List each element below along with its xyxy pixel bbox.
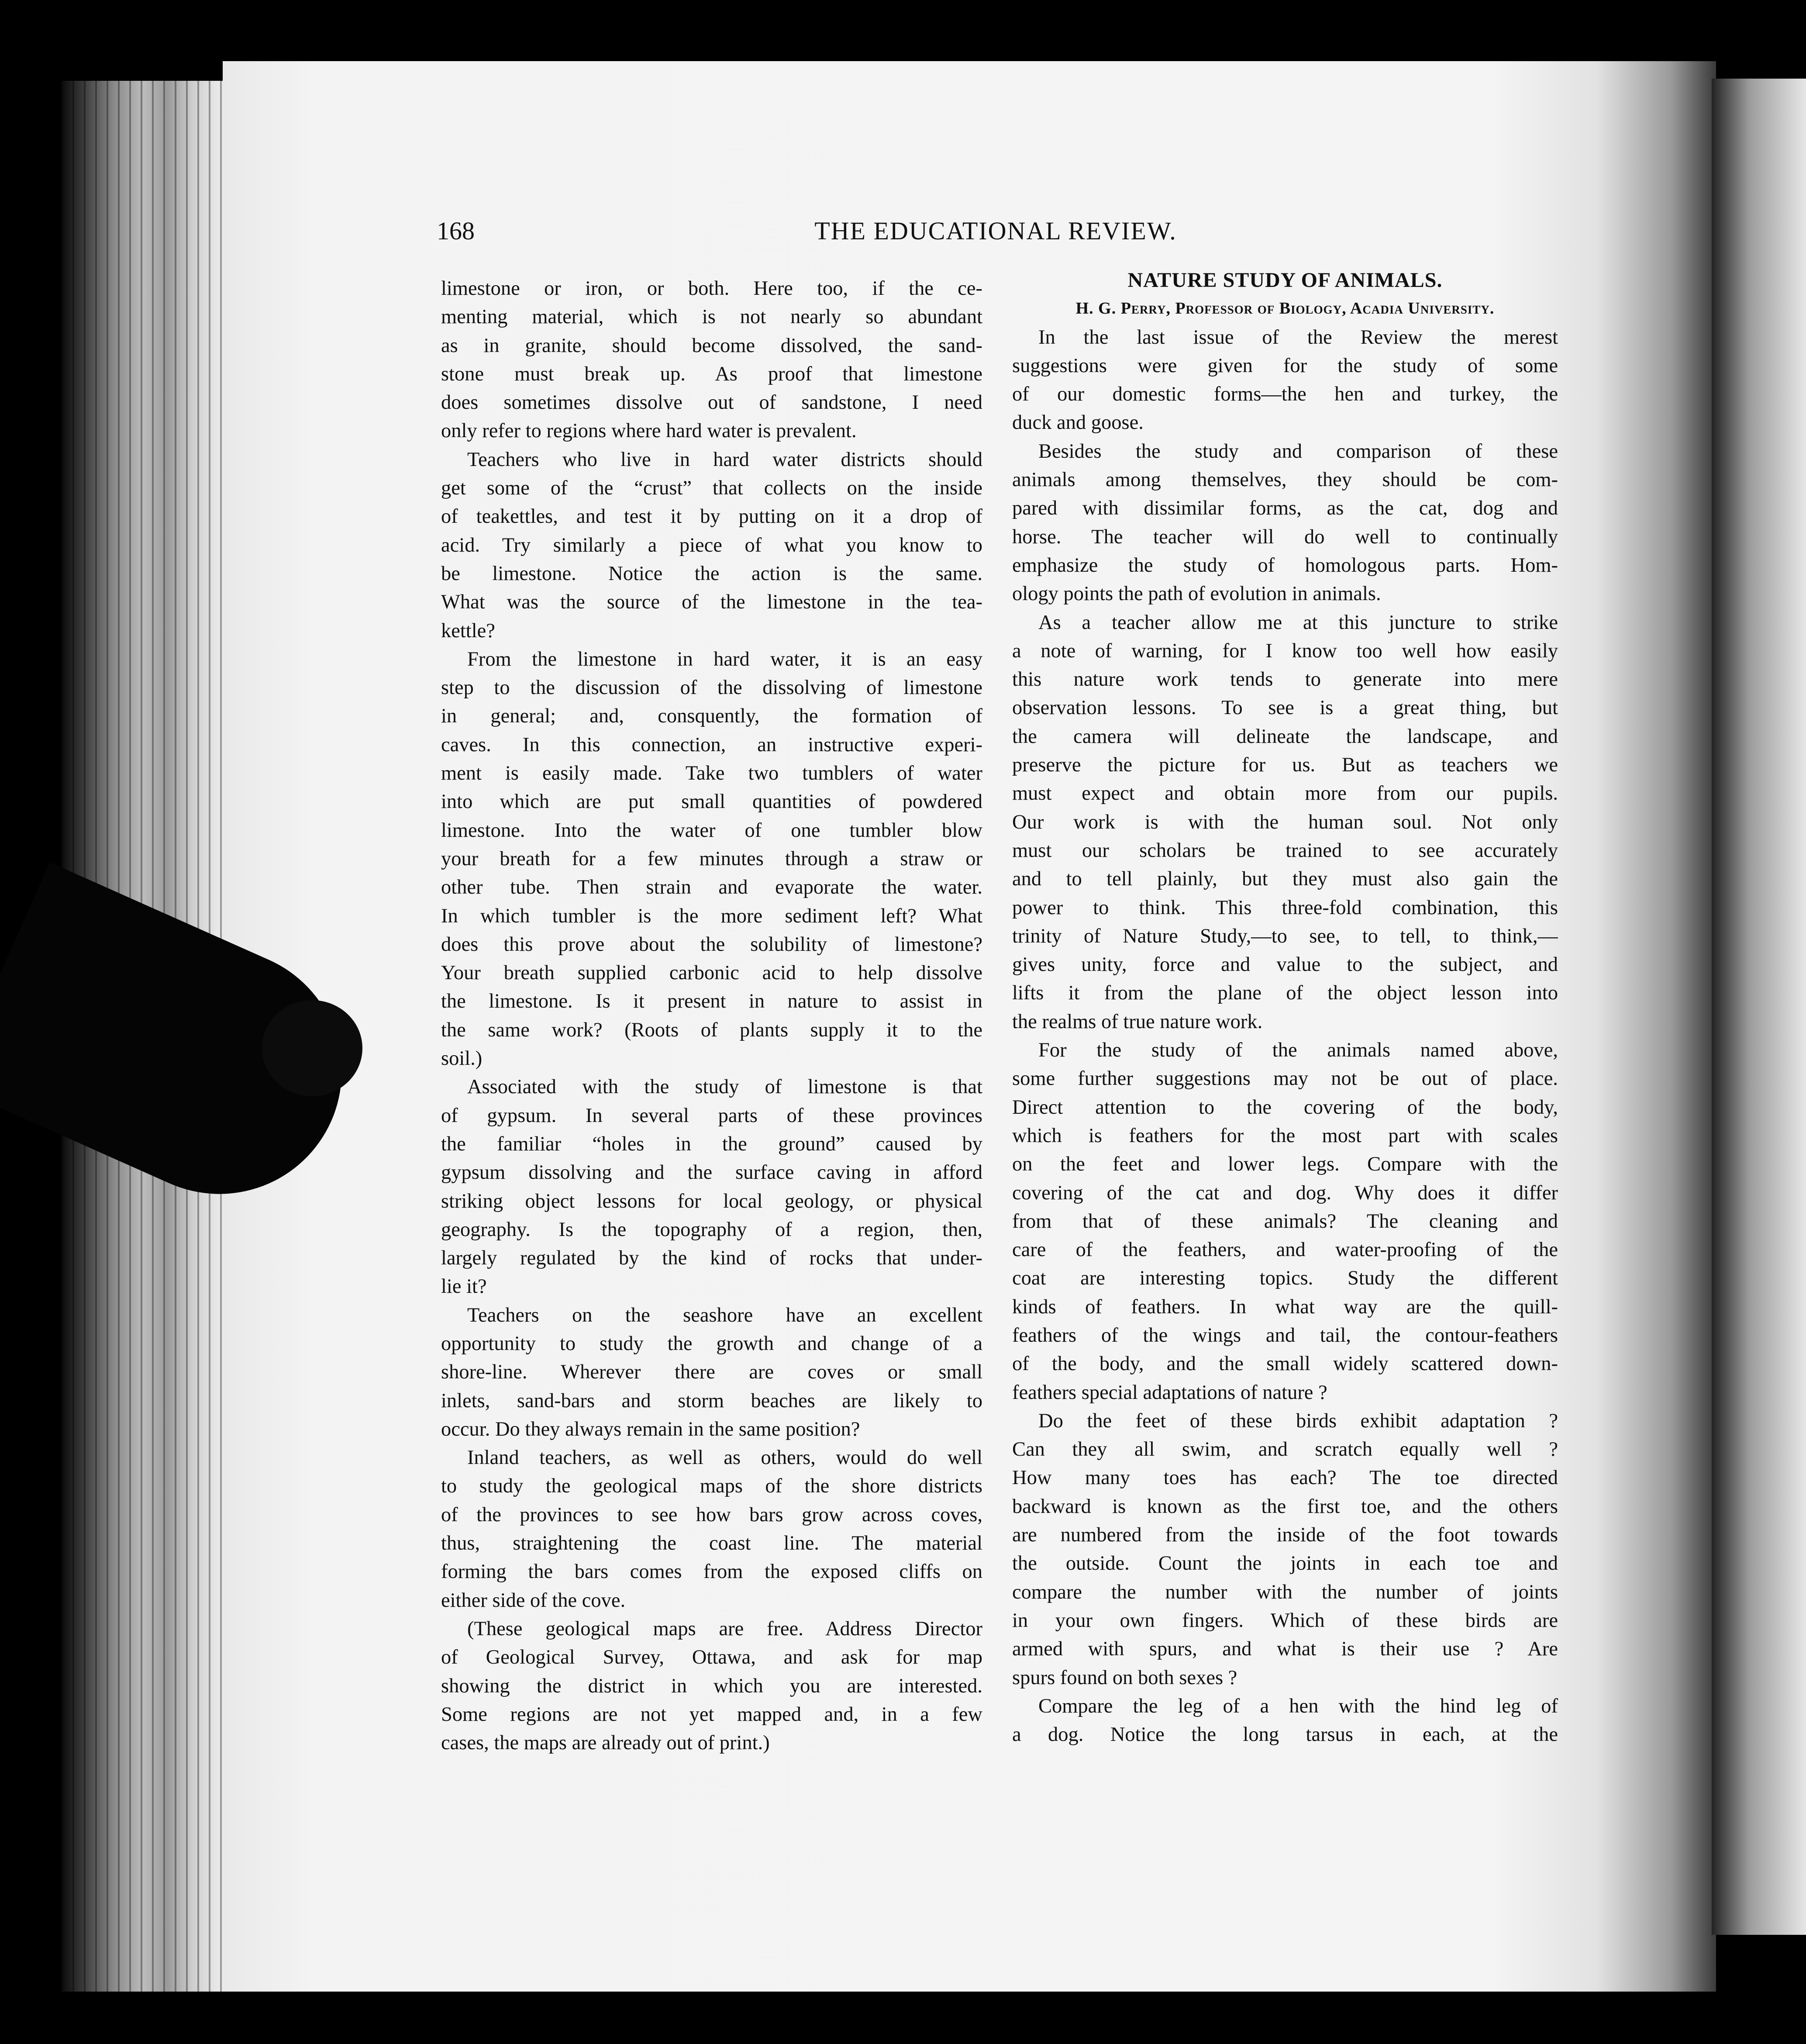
text-line: Compare the leg of a hen with the hind leg of bbox=[1038, 1695, 1558, 1717]
text-line: of gypsum. In several parts of these provinces bbox=[441, 1104, 982, 1127]
text-line: largely regulated by the kind of rocks that under- bbox=[441, 1247, 982, 1270]
text-line: care of the feathers, and water-proofing of the bbox=[1012, 1239, 1558, 1261]
text-line: backward is known as the first toe, and the others bbox=[1012, 1495, 1558, 1518]
text-line: the limestone. Is it present in nature to assist in bbox=[441, 990, 982, 1013]
text-line: limestone or iron, or both. Here too, if the ce- bbox=[441, 277, 982, 300]
text-line: be limestone. Notice the action is the same. bbox=[441, 562, 982, 585]
text-line: opportunity to study the growth and change of a bbox=[441, 1332, 982, 1355]
text-line: the camera will delineate the landscape, and bbox=[1012, 725, 1558, 748]
text-line: inlets, sand-bars and storm beaches are likely to bbox=[441, 1389, 982, 1412]
text-line: Besides the study and comparison of these bbox=[1038, 440, 1558, 463]
text-line: in general; and, consquently, the formation of bbox=[441, 705, 982, 728]
article-byline: H. G. Perry, Professor of Biology, Acadia University. bbox=[1075, 299, 1495, 318]
text-line: in your own fingers. Which of these birds are bbox=[1012, 1609, 1558, 1632]
text-line: lifts it from the plane of the object lesson into bbox=[1012, 982, 1558, 1005]
text-line: trinity of Nature Study,—to see, to tell, to think,— bbox=[1012, 925, 1558, 947]
text-line: striking object lessons for local geology, or physical bbox=[441, 1190, 982, 1212]
text-line: are numbered from the inside of the foot towards bbox=[1012, 1524, 1558, 1547]
text-line: to study the geological maps of the shore districts bbox=[441, 1475, 982, 1498]
text-line: acid. Try similarly a piece of what you know to bbox=[441, 534, 982, 556]
text-line: What was the source of the limestone in the tea- bbox=[441, 591, 982, 614]
text-line: lie it? bbox=[441, 1275, 487, 1298]
text-line: power to think. This three-fold combination, this bbox=[1012, 896, 1558, 919]
text-line: thus, straightening the coast line. The material bbox=[441, 1532, 982, 1555]
text-line: the familiar “holes in the ground” caused by bbox=[441, 1132, 982, 1155]
text-line: kinds of feathers. In what way are the quill- bbox=[1012, 1295, 1558, 1318]
text-line: on the feet and lower legs. Compare with the bbox=[1012, 1153, 1558, 1176]
text-line: as in granite, should become dissolved, the sand- bbox=[441, 334, 982, 357]
text-line: kettle? bbox=[441, 619, 495, 642]
text-line: cases, the maps are already out of print.) bbox=[441, 1732, 770, 1754]
text-line: In the last issue of the Review the merest bbox=[1038, 326, 1558, 349]
text-line: either side of the cove. bbox=[441, 1589, 626, 1612]
text-line: your breath for a few minutes through a straw or bbox=[441, 847, 982, 870]
text-line: from that of these animals? The cleaning and bbox=[1012, 1210, 1558, 1233]
text-line: ment is easily made. Take two tumblers of water bbox=[441, 762, 982, 785]
text-line: Inland teachers, as well as others, would do well bbox=[467, 1447, 982, 1469]
text-line: Teachers who live in hard water districts should bbox=[467, 448, 982, 471]
text-line: (These geological maps are free. Address Director bbox=[467, 1617, 982, 1640]
running-title: THE EDUCATIONAL REVIEW. bbox=[814, 217, 1177, 245]
text-line: stone must break up. As proof that limestone bbox=[441, 363, 982, 385]
text-line: pared with dissimilar forms, as the cat, dog and bbox=[1012, 497, 1558, 520]
text-line: duck and goose. bbox=[1012, 411, 1144, 434]
text-line: which is feathers for the most part with scales bbox=[1012, 1124, 1558, 1147]
text-line: Some regions are not yet mapped and, in a few bbox=[441, 1703, 982, 1726]
text-line: How many toes has each? The toe directed bbox=[1012, 1467, 1558, 1489]
facing-page-edge bbox=[1712, 79, 1806, 1935]
text-line: the realms of true nature work. bbox=[1012, 1010, 1263, 1033]
text-line: other tube. Then strain and evaporate the water. bbox=[441, 876, 982, 899]
text-line: ology points the path of evolution in animals. bbox=[1012, 583, 1381, 605]
left-column bbox=[441, 274, 982, 1757]
text-line: animals among themselves, they should be com- bbox=[1012, 469, 1558, 491]
text-line: must expect and obtain more from our pupils. bbox=[1012, 782, 1558, 805]
text-line: Can they all swim, and scratch equally well ? bbox=[1012, 1438, 1558, 1461]
text-line: gives unity, force and value to the subject, and bbox=[1012, 953, 1558, 976]
text-line: feathers of the wings and tail, the contour-feathers bbox=[1012, 1324, 1558, 1347]
text-line: into which are put small quantities of powdered bbox=[441, 791, 982, 813]
text-line: a dog. Notice the long tarsus in each, at the bbox=[1012, 1723, 1558, 1746]
text-line: coat are interesting topics. Study the different bbox=[1012, 1267, 1558, 1290]
text-line: feathers special adaptations of nature ? bbox=[1012, 1381, 1327, 1404]
text-line: this nature work tends to generate into mere bbox=[1012, 668, 1558, 691]
text-line: emphasize the study of homologous parts. Hom- bbox=[1012, 554, 1558, 577]
text-line: observation lessons. To see is a great thing, but bbox=[1012, 697, 1558, 719]
text-line: suggestions were given for the study of some bbox=[1012, 354, 1558, 377]
text-line: soil.) bbox=[441, 1047, 483, 1070]
text-line: Our work is with the human soul. Not only bbox=[1012, 811, 1558, 833]
text-line: spurs found on both sexes ? bbox=[1012, 1666, 1237, 1689]
text-line: caves. In this connection, an instructive experi- bbox=[441, 733, 982, 756]
article-body bbox=[1012, 323, 1558, 1749]
text-line: horse. The teacher will do well to continually bbox=[1012, 525, 1558, 548]
article-title: NATURE STUDY OF ANIMALS. bbox=[1127, 269, 1443, 292]
text-line: the outside. Count the joints in each toe and bbox=[1012, 1552, 1558, 1575]
text-line: the same work? (Roots of plants supply it to the bbox=[441, 1019, 982, 1041]
text-line: Do the feet of these birds exhibit adaptation ? bbox=[1038, 1409, 1558, 1432]
text-line: of Geological Survey, Ottawa, and ask for map bbox=[441, 1646, 982, 1669]
text-line: Direct attention to the covering of the body, bbox=[1012, 1096, 1558, 1119]
text-line: As a teacher allow me at this juncture to strike bbox=[1038, 611, 1558, 634]
text-line: From the limestone in hard water, it is an easy bbox=[467, 648, 982, 670]
text-line: In which tumbler is the more sediment left? What bbox=[441, 905, 982, 927]
text-line: of our domestic forms—the hen and turkey, the bbox=[1012, 383, 1558, 406]
text-line: preserve the picture for us. But as teachers we bbox=[1012, 754, 1558, 777]
text-line: Teachers on the seashore have an excellent bbox=[467, 1304, 982, 1326]
right-column bbox=[1012, 266, 1558, 1749]
text-line: compare the number with the number of joints bbox=[1012, 1581, 1558, 1603]
text-line: some further suggestions may not be out of place. bbox=[1012, 1067, 1558, 1090]
text-line: and to tell plainly, but they must also gain the bbox=[1012, 868, 1558, 891]
text-line: menting material, which is not nearly so abundant bbox=[441, 306, 982, 328]
text-line: armed with spurs, and what is their use ? Are bbox=[1012, 1638, 1558, 1661]
text-line: Associated with the study of limestone is that bbox=[467, 1076, 982, 1098]
text-line: geography. Is the topography of a region, then, bbox=[441, 1218, 982, 1241]
text-line: Your breath supplied carbonic acid to help dissolve bbox=[441, 962, 982, 984]
page-number: 168 bbox=[437, 217, 475, 245]
text-line: does sometimes dissolve out of sandstone, I need bbox=[441, 391, 982, 414]
text-line: of teakettles, and test it by putting on it a drop of bbox=[441, 505, 982, 528]
text-line: of the provinces to see how bars grow across coves, bbox=[441, 1503, 982, 1526]
text-line: get some of the “crust” that collects on the inside bbox=[441, 477, 982, 500]
text-line: of the body, and the small widely scattered down- bbox=[1012, 1353, 1558, 1375]
text-line: covering of the cat and dog. Why does it differ bbox=[1012, 1181, 1558, 1204]
text-line: must our scholars be trained to see accurately bbox=[1012, 839, 1558, 862]
fingertip-shadow bbox=[262, 1000, 362, 1096]
text-line: showing the district in which you are interested. bbox=[441, 1675, 982, 1697]
text-line: does this prove about the solubility of limestone? bbox=[441, 933, 982, 956]
text-line: forming the bars comes from the exposed cliffs on bbox=[441, 1561, 982, 1583]
text-line: a note of warning, for I know too well how easily bbox=[1012, 639, 1558, 662]
page-header bbox=[437, 212, 1554, 251]
text-line: For the study of the animals named above, bbox=[1038, 1039, 1558, 1062]
text-line: shore-line. Wherever there are coves or small bbox=[441, 1361, 982, 1384]
text-line: limestone. Into the water of one tumbler blow bbox=[441, 819, 982, 842]
text-line: step to the discussion of the dissolving of limestone bbox=[441, 677, 982, 699]
text-line: only refer to regions where hard water is prevalent. bbox=[441, 420, 857, 442]
text-line: gypsum dissolving and the surface caving in afford bbox=[441, 1161, 982, 1184]
text-line: occur. Do they always remain in the same position? bbox=[441, 1418, 860, 1440]
